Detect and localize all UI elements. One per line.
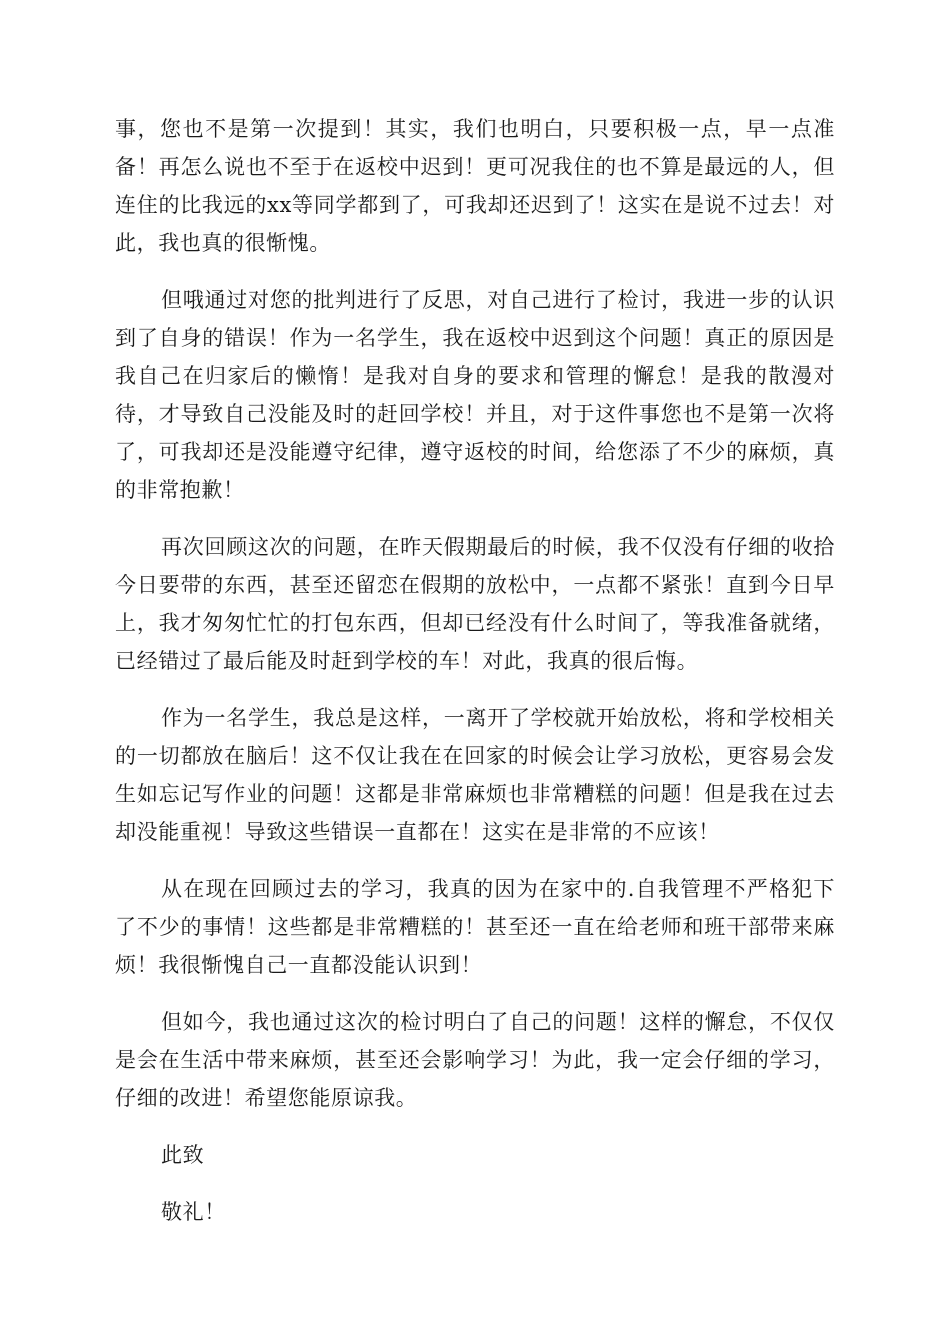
paragraph-student-habits: 作为一名学生，我总是这样，一离开了学校就开始放松，将和学校相关的一切都放在脑后！这不仅让我在在回家的时候会让学习放松，更容易会发生如忘记写作业的问题！这都是非常麻烦也非常糟糕的问题！但是我在过去却没能重视！导致这些错误一直都在！这实在是非常的不应该！	[115, 706, 835, 844]
paragraph-review: 再次回顾这次的问题，在昨天假期最后的时候，我不仅没有仔细的收拾今日要带的东西，甚至还留恋在假期的放松中，一点都不紧张！直到今日早上，我才匆匆忙忙的打包东西，但却已经没有什么时间了，等我准备就绪，已经错过了最后能及时赶到学校的车！对此，我真的很后悔。	[115, 535, 835, 673]
closing-regards: 敬礼！	[161, 1200, 226, 1224]
closing-salutation: 此致	[161, 1143, 205, 1167]
letter-body	[115, 110, 835, 1250]
paragraph-commitment: 但如今，我也通过这次的检讨明白了自己的问题！这样的懈怠，不仅仅是会在生活中带来麻烦，甚至还会影响学习！为此，我一定会仔细的学习，仔细的改进！希望您能原谅我。	[115, 1010, 835, 1110]
paragraph-continued: 事，您也不是第一次提到！其实，我们也明白，只要积极一点，早一点准备！再怎么说也不至于在返校中迟到！更可况我住的也不算是最远的人，但连住的比我远的xx等同学都到了，可我却还迟到了！这实在是说不过去！对此，我也真的很惭愧。	[115, 117, 835, 255]
paragraph-reflection: 但哦通过对您的批判进行了反思，对自己进行了检讨，我进一步的认识到了自身的错误！作为一名学生，我在返校中迟到这个问题！真正的原因是我自己在归家后的懒惰！是我对自身的要求和管理的懈怠！是我的散漫对待，才导致自己没能及时的赶回学校！并且，对于这件事您也不是第一次将了，可我却还是没能遵守纪律，遵守返校的时间，给您添了不少的麻烦，真的非常抱歉！	[115, 288, 835, 502]
paragraph-past-study: 从在现在回顾过去的学习，我真的因为在家中的.自我管理不严格犯下了不少的事情！这些都是非常糟糕的！甚至还一直在给老师和班干部带来麻烦！我很惭愧自己一直都没能认识到！	[115, 877, 835, 977]
